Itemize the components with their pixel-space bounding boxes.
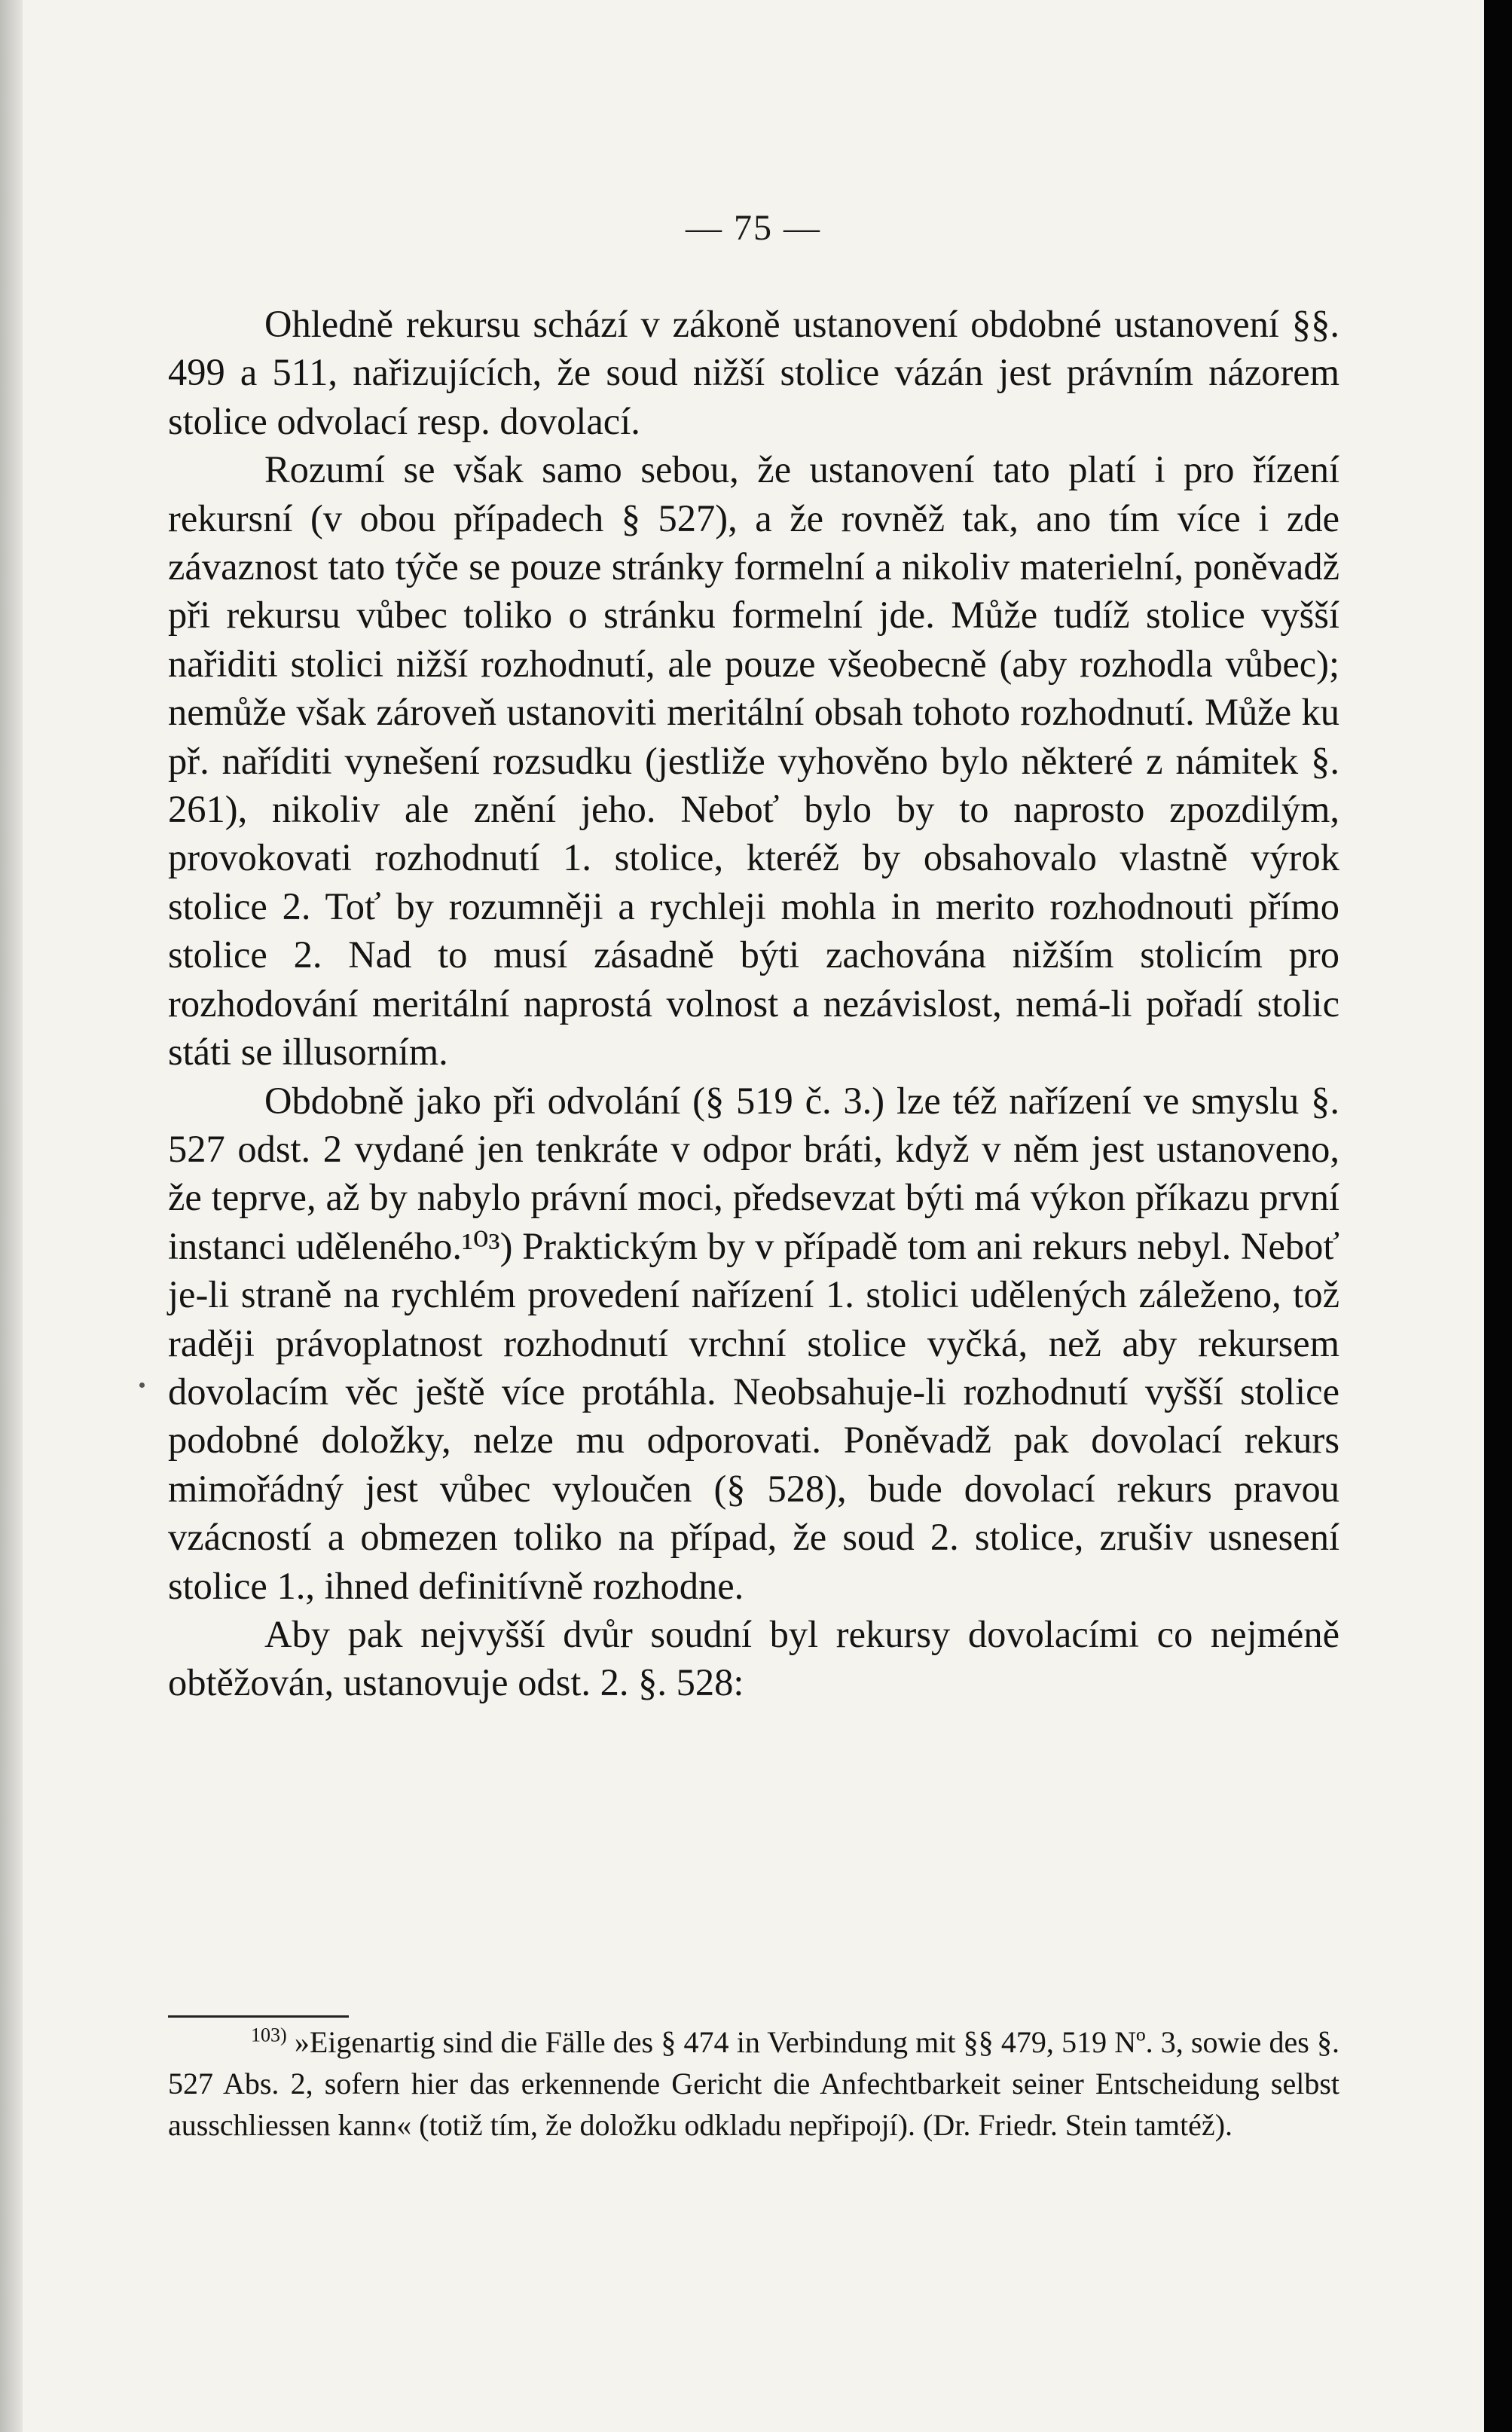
page-number: — 75 — <box>686 208 821 248</box>
footnote-text: »Eigenartig sind die Fälle des § 474 in Verbindung mit §§ 479, 519 Nº. 3, sowie des §. 527 Abs. 2, sofern hier das erkennende Gericht die Anfechtbarkeit seiner Entscheidung selbst ausschliessen kann« (totiž tím, že doložku odkladu nepřipojí). (Dr. Friedr. Stein tamtéž). <box>168 2025 1340 2142</box>
footnote <box>168 2021 1339 2146</box>
scan-right-edge <box>1484 0 1512 2432</box>
scan-speck <box>139 1383 145 1388</box>
paragraph-1: Ohledně rekursu schází v zákoně ustanovení obdobné ustanovení §§. 499 a 511, nařizujících, že soud nižší stolice vázán jest právním názorem stolice odvolací resp. dovolací. <box>168 303 1339 442</box>
footnote-divider <box>168 2015 349 2018</box>
footnote-mark: 103) <box>251 2024 287 2046</box>
paragraph-3: Obdobně jako při odvolání (§ 519 č. 3.) lze též nařízení ve smyslu §. 527 odst. 2 vydané jen tenkráte v odpor bráti, když v něm jest ustanoveno, že teprve, až by nabylo právní moci, předsevzat býti má výkon příkazu první instanci uděleného.¹⁰³) Praktickým by v případě tom ani rekurs nebyl. Neboť je-li straně na rychlém provedení nařízení 1. stolici udělených záleženo, tož raději právoplatnost rozhodnutí vrchní stolice vyčká, než aby rekursem dovolacím věc ještě více protáhla. Neobsahuje-li rozhodnutí vyšší stolice podobné doložky, nelze mu odporovati. Poněvadž pak dovolací rekurs mimořádný jest vůbec vyloučen (§ 528), bude dovolací rekurs pravou vzácností a obmezen toliko na případ, že soud 2. stolice, zrušiv usnesení stolice 1., ihned definitívně rozhodne. <box>168 1079 1339 1607</box>
paragraph-4: Aby pak nejvyšší dvůr soudní byl rekursy dovolacími co nejméně obtěžován, ustanovuje odst. 2. §. 528: <box>168 1612 1339 1704</box>
scan-left-edge <box>0 0 23 2432</box>
main-text <box>168 300 1339 1707</box>
paragraph-2: Rozumí se však samo sebou, že ustanovení tato platí i pro řízení rekursní (v obou případech § 527), a že rovněž tak, ano tím více i zde závaznost tato týče se pouze stránky formelní a nikoliv materielní, poněvadž při rekursu vůbec toliko o stránku formelní jde. Může tudíž stolice vyšší nařiditi stolici nižší rozhodnutí, ale pouze všeobecně (aby rozhodla vůbec); nemůže však zároveň ustanoviti meritální obsah tohoto rozhodnutí. Může ku př. naříditi vynešení rozsudku (jestliže vyhověno bylo některé z námitek §. 261), nikoliv ale znění jeho. Neboť bylo by to naprosto zpozdilým, provokovati rozhodnutí 1. stolice, kteréž by obsahovalo vlastně výrok stolice 2. Toť by rozumněji a rychleji mohla in merito rozhodnouti přímo stolice 2. Nad to musí zásadně býti zachována nižším stolicím pro rozhodování meritální naprostá volnost a nezávislost, nemá-li pořadí stolic státi se illusorním. <box>168 448 1339 1074</box>
book-page <box>23 0 1484 2432</box>
